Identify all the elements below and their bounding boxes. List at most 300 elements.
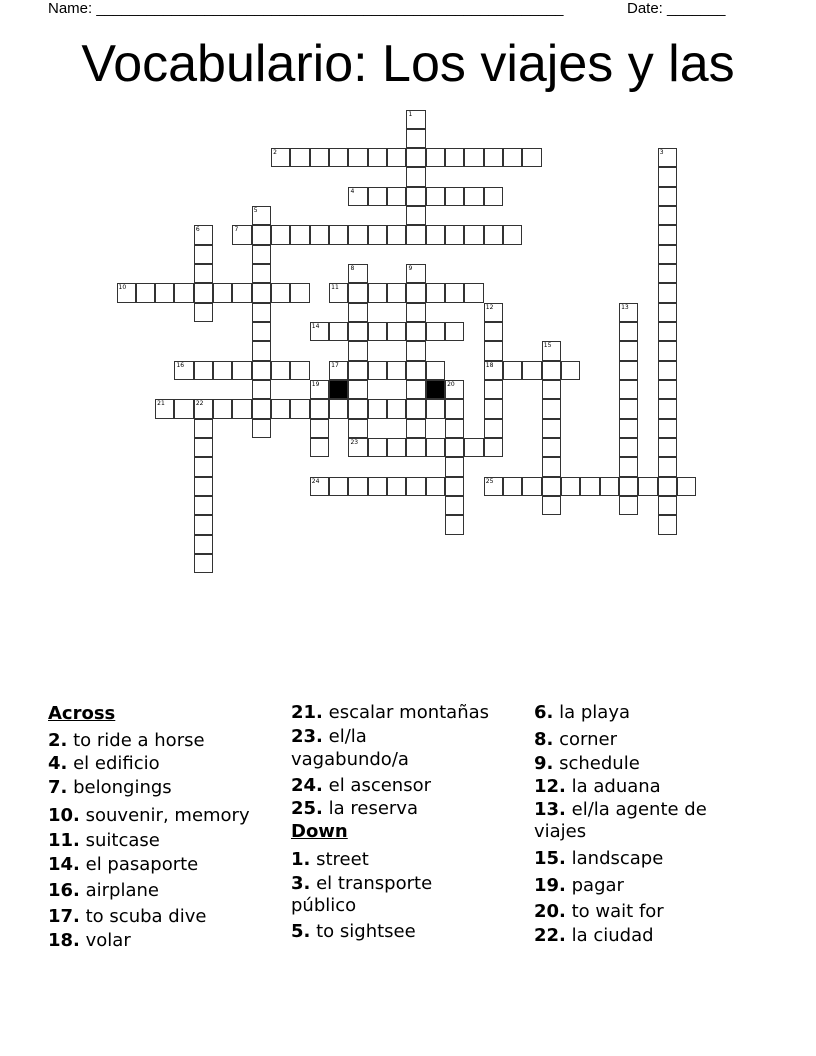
across-clue (291, 702, 489, 724)
grid-cell[interactable] (368, 148, 387, 167)
grid-cell[interactable] (445, 496, 464, 515)
grid-cell[interactable] (658, 457, 677, 476)
across-clue (48, 906, 206, 928)
clue-text: escalar montañas (328, 702, 490, 723)
grid-cell[interactable] (658, 515, 677, 534)
grid-cell[interactable] (542, 496, 561, 515)
grid-cell[interactable] (194, 361, 213, 380)
grid-cell[interactable] (406, 341, 425, 360)
clue-number: 16. (48, 880, 80, 901)
grid-cell[interactable] (406, 380, 425, 399)
grid-cell[interactable] (290, 361, 309, 380)
grid-cell[interactable] (406, 129, 425, 148)
grid-cell[interactable] (310, 438, 329, 457)
grid-cell[interactable] (658, 438, 677, 457)
grid-cell[interactable] (619, 380, 638, 399)
grid-cell[interactable] (348, 187, 367, 206)
clue-number: 9. (534, 753, 554, 774)
grid-cell[interactable] (484, 438, 503, 457)
grid-cell[interactable] (271, 225, 290, 244)
grid-cell[interactable] (600, 477, 619, 496)
grid-cell[interactable] (310, 419, 329, 438)
cell-number: 11 (331, 284, 339, 292)
grid-cell[interactable] (213, 283, 232, 302)
grid-cell[interactable] (194, 225, 213, 244)
clue-number: 11. (48, 830, 80, 851)
grid-cell[interactable] (213, 361, 232, 380)
grid-cell[interactable] (658, 245, 677, 264)
grid-cell[interactable] (310, 380, 329, 399)
grid-cell[interactable] (484, 380, 503, 399)
clue-number: 17. (48, 906, 80, 927)
grid-cell[interactable] (194, 438, 213, 457)
grid-cell[interactable] (542, 380, 561, 399)
grid-cell[interactable] (348, 361, 367, 380)
down-clue (534, 702, 630, 724)
grid-cell[interactable] (503, 225, 522, 244)
down-clue (534, 799, 707, 821)
cell-number: 7 (234, 226, 239, 234)
across-clue (48, 880, 159, 902)
grid-cell[interactable] (426, 399, 445, 418)
grid-cell[interactable] (406, 148, 425, 167)
grid-cell[interactable] (484, 225, 503, 244)
grid-cell[interactable] (426, 187, 445, 206)
grid-cell[interactable] (658, 496, 677, 515)
grid-cell[interactable] (445, 283, 464, 302)
down-clue (291, 921, 416, 943)
grid-cell[interactable] (406, 206, 425, 225)
clue-text: airplane (85, 880, 159, 901)
grid-cell[interactable] (368, 361, 387, 380)
grid-cell[interactable] (387, 399, 406, 418)
grid-cell[interactable] (252, 206, 271, 225)
grid-cell[interactable] (542, 457, 561, 476)
grid-cell[interactable] (658, 303, 677, 322)
grid-cell[interactable] (368, 225, 387, 244)
grid-cell[interactable] (619, 399, 638, 418)
grid-cell[interactable] (271, 399, 290, 418)
grid-cell[interactable] (387, 225, 406, 244)
grid-cell[interactable] (445, 438, 464, 457)
clue-number: 14. (48, 854, 80, 875)
clue-text: to wait for (571, 901, 664, 922)
cell-number: 18 (485, 361, 494, 369)
grid-cell[interactable] (542, 438, 561, 457)
grid-cell[interactable] (445, 148, 464, 167)
down-clue (534, 753, 640, 775)
grid-cell[interactable] (445, 457, 464, 476)
grid-cell[interactable] (406, 419, 425, 438)
grid-cell[interactable] (658, 380, 677, 399)
clue-number: 7. (48, 777, 68, 798)
down-clue (291, 849, 369, 871)
cell-number: 20 (447, 381, 455, 389)
clue-number: 6. (534, 702, 554, 723)
grid-cell[interactable] (542, 399, 561, 418)
grid-cell[interactable] (368, 477, 387, 496)
down-heading: Down (291, 821, 348, 842)
grid-cell[interactable] (252, 380, 271, 399)
grid-cell[interactable] (445, 225, 464, 244)
grid-cell[interactable] (232, 399, 251, 418)
grid-cell[interactable] (406, 322, 425, 341)
grid-cell[interactable] (406, 225, 425, 244)
across-clue (48, 777, 172, 799)
grid-cell[interactable] (426, 477, 445, 496)
grid-cell[interactable] (426, 148, 445, 167)
grid-cell[interactable] (271, 361, 290, 380)
clue-number: 18. (48, 930, 80, 951)
page-title: Vocabulario: Los viajes y las (81, 35, 735, 93)
grid-cell[interactable] (445, 380, 464, 399)
grid-cell[interactable] (445, 515, 464, 534)
grid-cell[interactable] (658, 477, 677, 496)
grid-cell[interactable] (484, 148, 503, 167)
clue-number: 23. (291, 726, 323, 747)
grid-cell[interactable] (174, 399, 193, 418)
grid-cell[interactable] (542, 341, 561, 360)
grid-cell[interactable] (348, 283, 367, 302)
across-clue (48, 830, 160, 852)
clue-text: la playa (559, 702, 631, 723)
grid-cell[interactable] (426, 438, 445, 457)
grid-cell[interactable] (658, 361, 677, 380)
grid-cell[interactable] (232, 283, 251, 302)
grid-cell[interactable] (484, 303, 503, 322)
down-clue (534, 875, 624, 897)
clue-text-continued: público (291, 895, 357, 916)
clue-text: corner (559, 729, 617, 750)
grid-cell[interactable] (194, 457, 213, 476)
across-clue (48, 930, 131, 952)
grid-cell[interactable] (406, 303, 425, 322)
grid-cell[interactable] (503, 148, 522, 167)
grid-cell[interactable] (426, 225, 445, 244)
grid-cell[interactable] (522, 148, 541, 167)
down-clue (534, 925, 654, 947)
grid-cell[interactable] (252, 283, 271, 302)
cell-number: 24 (311, 477, 320, 485)
grid-cell[interactable] (406, 167, 425, 186)
grid-cell[interactable] (522, 361, 541, 380)
grid-cell[interactable] (658, 419, 677, 438)
cell-number: 5 (253, 207, 258, 215)
grid-cell[interactable] (406, 110, 425, 129)
clue-text-continued: viajes (534, 821, 587, 842)
grid-cell[interactable] (619, 341, 638, 360)
grid-cell[interactable] (406, 187, 425, 206)
clue-number: 4. (48, 753, 68, 774)
grid-cell[interactable] (658, 148, 677, 167)
grid-cell[interactable] (542, 361, 561, 380)
grid-cell[interactable] (155, 399, 174, 418)
grid-cell[interactable] (658, 264, 677, 283)
grid-cell[interactable] (368, 283, 387, 302)
grid-cell[interactable] (677, 477, 696, 496)
grid-cell[interactable] (658, 187, 677, 206)
grid-cell[interactable] (348, 477, 367, 496)
grid-cell[interactable] (445, 477, 464, 496)
grid-cell[interactable] (406, 438, 425, 457)
clue-number: 20. (534, 901, 566, 922)
clue-text: suitcase (85, 830, 160, 851)
clue-number: 19. (534, 875, 566, 896)
grid-cell[interactable] (503, 477, 522, 496)
grid-cell[interactable] (213, 399, 232, 418)
cell-number: 14 (311, 323, 320, 331)
grid-cell[interactable] (194, 303, 213, 322)
grid-cell[interactable] (329, 361, 348, 380)
grid-cell[interactable] (484, 322, 503, 341)
grid-cell[interactable] (329, 225, 348, 244)
grid-cell[interactable] (619, 361, 638, 380)
grid-cell[interactable] (194, 515, 213, 534)
grid-cell[interactable] (194, 554, 213, 573)
clue-number: 24. (291, 775, 323, 796)
grid-cell[interactable] (310, 322, 329, 341)
grid-cell[interactable] (290, 225, 309, 244)
grid-cell[interactable] (464, 148, 483, 167)
grid-cell[interactable] (290, 399, 309, 418)
clue-number: 3. (291, 873, 311, 894)
grid-cell[interactable] (464, 187, 483, 206)
grid-cell[interactable] (484, 399, 503, 418)
grid-cell[interactable] (348, 380, 367, 399)
grid-cell[interactable] (329, 283, 348, 302)
grid-cell[interactable] (232, 225, 251, 244)
grid-cell[interactable] (445, 419, 464, 438)
grid-cell[interactable] (503, 361, 522, 380)
clue-number: 1. (291, 849, 311, 870)
grid-cell[interactable] (194, 496, 213, 515)
cell-number: 9 (408, 265, 413, 273)
grid-cell[interactable] (348, 419, 367, 438)
cell-number: 23 (350, 439, 359, 447)
grid-cell[interactable] (174, 361, 193, 380)
grid-cell[interactable] (426, 283, 445, 302)
grid-cell[interactable] (387, 361, 406, 380)
grid-cell[interactable] (117, 283, 136, 302)
grid-cell[interactable] (329, 477, 348, 496)
grid-cell[interactable] (484, 477, 503, 496)
grid-cell[interactable] (310, 148, 329, 167)
grid-cell[interactable] (658, 399, 677, 418)
grid-cell[interactable] (194, 419, 213, 438)
clue-text: souvenir, memory (85, 805, 250, 826)
grid-cell[interactable] (445, 322, 464, 341)
grid-cell[interactable] (619, 477, 638, 496)
grid-cell[interactable] (580, 477, 599, 496)
clue-text: el pasaporte (85, 854, 199, 875)
grid-cell[interactable] (387, 283, 406, 302)
grid-cell[interactable] (232, 361, 251, 380)
down-clue (534, 776, 661, 798)
grid-cell[interactable] (348, 148, 367, 167)
grid-cell[interactable] (406, 399, 425, 418)
clue-text: el/la (328, 726, 367, 747)
clue-text: street (316, 849, 369, 870)
grid-cell[interactable] (252, 245, 271, 264)
across-clue (48, 753, 160, 775)
clue-number: 22. (534, 925, 566, 946)
grid-cell[interactable] (619, 457, 638, 476)
across-clue (291, 726, 367, 748)
grid-cell[interactable] (658, 206, 677, 225)
grid-cell[interactable] (252, 322, 271, 341)
grid-cell[interactable] (368, 438, 387, 457)
grid-cell[interactable] (619, 438, 638, 457)
grid-cell[interactable] (329, 322, 348, 341)
grid-cell[interactable] (310, 399, 329, 418)
grid-cell[interactable] (426, 361, 445, 380)
clue-text: la aduana (571, 776, 661, 797)
grid-cell[interactable] (484, 419, 503, 438)
clue-number: 10. (48, 805, 80, 826)
grid-cell[interactable] (252, 225, 271, 244)
grid-cell[interactable] (406, 283, 425, 302)
across-heading: Across (48, 703, 116, 724)
grid-cell[interactable] (252, 264, 271, 283)
across-clue (48, 854, 198, 876)
grid-cell[interactable] (445, 399, 464, 418)
grid-cell[interactable] (252, 419, 271, 438)
grid-cell[interactable] (348, 341, 367, 360)
grid-cell[interactable] (368, 187, 387, 206)
down-clue (534, 729, 617, 751)
grid-cell[interactable] (542, 477, 561, 496)
grid-cell[interactable] (310, 477, 329, 496)
grid-cell[interactable] (619, 419, 638, 438)
grid-cell[interactable] (174, 283, 193, 302)
grid-cell[interactable] (464, 225, 483, 244)
cell-number: 13 (621, 303, 629, 311)
grid-cell[interactable] (348, 438, 367, 457)
grid-cell[interactable] (464, 438, 483, 457)
grid-cell[interactable] (638, 477, 657, 496)
grid-cell[interactable] (387, 477, 406, 496)
cell-number: 3 (659, 149, 664, 157)
clue-text: landscape (571, 848, 664, 869)
grid-cell[interactable] (348, 264, 367, 283)
grid-cell[interactable] (542, 419, 561, 438)
grid-cell[interactable] (445, 187, 464, 206)
clue-text: el ascensor (328, 775, 431, 796)
grid-cell[interactable] (658, 225, 677, 244)
black-cell (329, 380, 348, 399)
grid-cell[interactable] (522, 477, 541, 496)
grid-cell[interactable] (658, 283, 677, 302)
clue-text: la ciudad (571, 925, 654, 946)
grid-cell[interactable] (194, 477, 213, 496)
cell-number: 12 (485, 303, 494, 311)
grid-cell[interactable] (136, 283, 155, 302)
grid-cell[interactable] (561, 477, 580, 496)
grid-cell[interactable] (271, 283, 290, 302)
grid-cell[interactable] (271, 148, 290, 167)
grid-cell[interactable] (348, 303, 367, 322)
grid-cell[interactable] (252, 361, 271, 380)
cell-number: 17 (331, 361, 339, 369)
clue-text: to sightsee (316, 921, 416, 942)
grid-cell[interactable] (387, 187, 406, 206)
across-clue (48, 730, 205, 752)
grid-cell[interactable] (426, 322, 445, 341)
clue-number: 5. (291, 921, 311, 942)
cell-number: 21 (157, 400, 165, 408)
grid-cell[interactable] (368, 399, 387, 418)
grid-cell[interactable] (194, 283, 213, 302)
grid-cell[interactable] (387, 148, 406, 167)
clue-number: 15. (534, 848, 566, 869)
across-clue (291, 798, 418, 820)
grid-cell[interactable] (310, 225, 329, 244)
clue-text: volar (85, 930, 131, 951)
cell-number: 25 (485, 477, 494, 485)
grid-cell[interactable] (619, 322, 638, 341)
grid-cell[interactable] (290, 283, 309, 302)
grid-cell[interactable] (329, 399, 348, 418)
clue-text: to scuba dive (85, 906, 207, 927)
grid-cell[interactable] (484, 341, 503, 360)
grid-cell[interactable] (658, 167, 677, 186)
grid-cell[interactable] (194, 535, 213, 554)
grid-cell[interactable] (290, 148, 309, 167)
grid-cell[interactable] (619, 303, 638, 322)
grid-cell[interactable] (252, 341, 271, 360)
grid-cell[interactable] (194, 264, 213, 283)
grid-cell[interactable] (387, 322, 406, 341)
grid-cell[interactable] (484, 187, 503, 206)
grid-cell[interactable] (619, 496, 638, 515)
grid-cell[interactable] (464, 283, 483, 302)
grid-cell[interactable] (252, 303, 271, 322)
grid-cell[interactable] (252, 399, 271, 418)
date-field-label[interactable]: Date: _______ (627, 0, 726, 17)
grid-cell[interactable] (194, 245, 213, 264)
grid-cell[interactable] (348, 225, 367, 244)
grid-cell[interactable] (348, 399, 367, 418)
cell-number: 16 (176, 361, 185, 369)
across-clue (48, 805, 250, 827)
cell-number: 19 (311, 381, 320, 389)
grid-cell[interactable] (561, 361, 580, 380)
clue-text: el/la agente de (571, 799, 707, 820)
cell-number: 10 (118, 284, 127, 292)
grid-cell[interactable] (484, 361, 503, 380)
grid-cell[interactable] (348, 322, 367, 341)
grid-cell[interactable] (387, 438, 406, 457)
clue-text: pagar (571, 875, 624, 896)
cell-number: 2 (273, 149, 277, 157)
clue-text: el transporte (316, 873, 433, 894)
grid-cell[interactable] (194, 399, 213, 418)
grid-cell[interactable] (658, 341, 677, 360)
grid-cell[interactable] (368, 322, 387, 341)
grid-cell[interactable] (658, 322, 677, 341)
grid-cell[interactable] (406, 264, 425, 283)
clue-number: 2. (48, 730, 68, 751)
grid-cell[interactable] (329, 148, 348, 167)
clue-text: el edificio (73, 753, 160, 774)
down-clue (291, 873, 432, 895)
name-field-label[interactable]: Name: ________________________________________________________ (48, 0, 564, 17)
grid-cell[interactable] (406, 477, 425, 496)
grid-cell[interactable] (155, 283, 174, 302)
grid-cell[interactable] (406, 361, 425, 380)
cell-number: 1 (408, 110, 413, 118)
across-clue (291, 775, 431, 797)
